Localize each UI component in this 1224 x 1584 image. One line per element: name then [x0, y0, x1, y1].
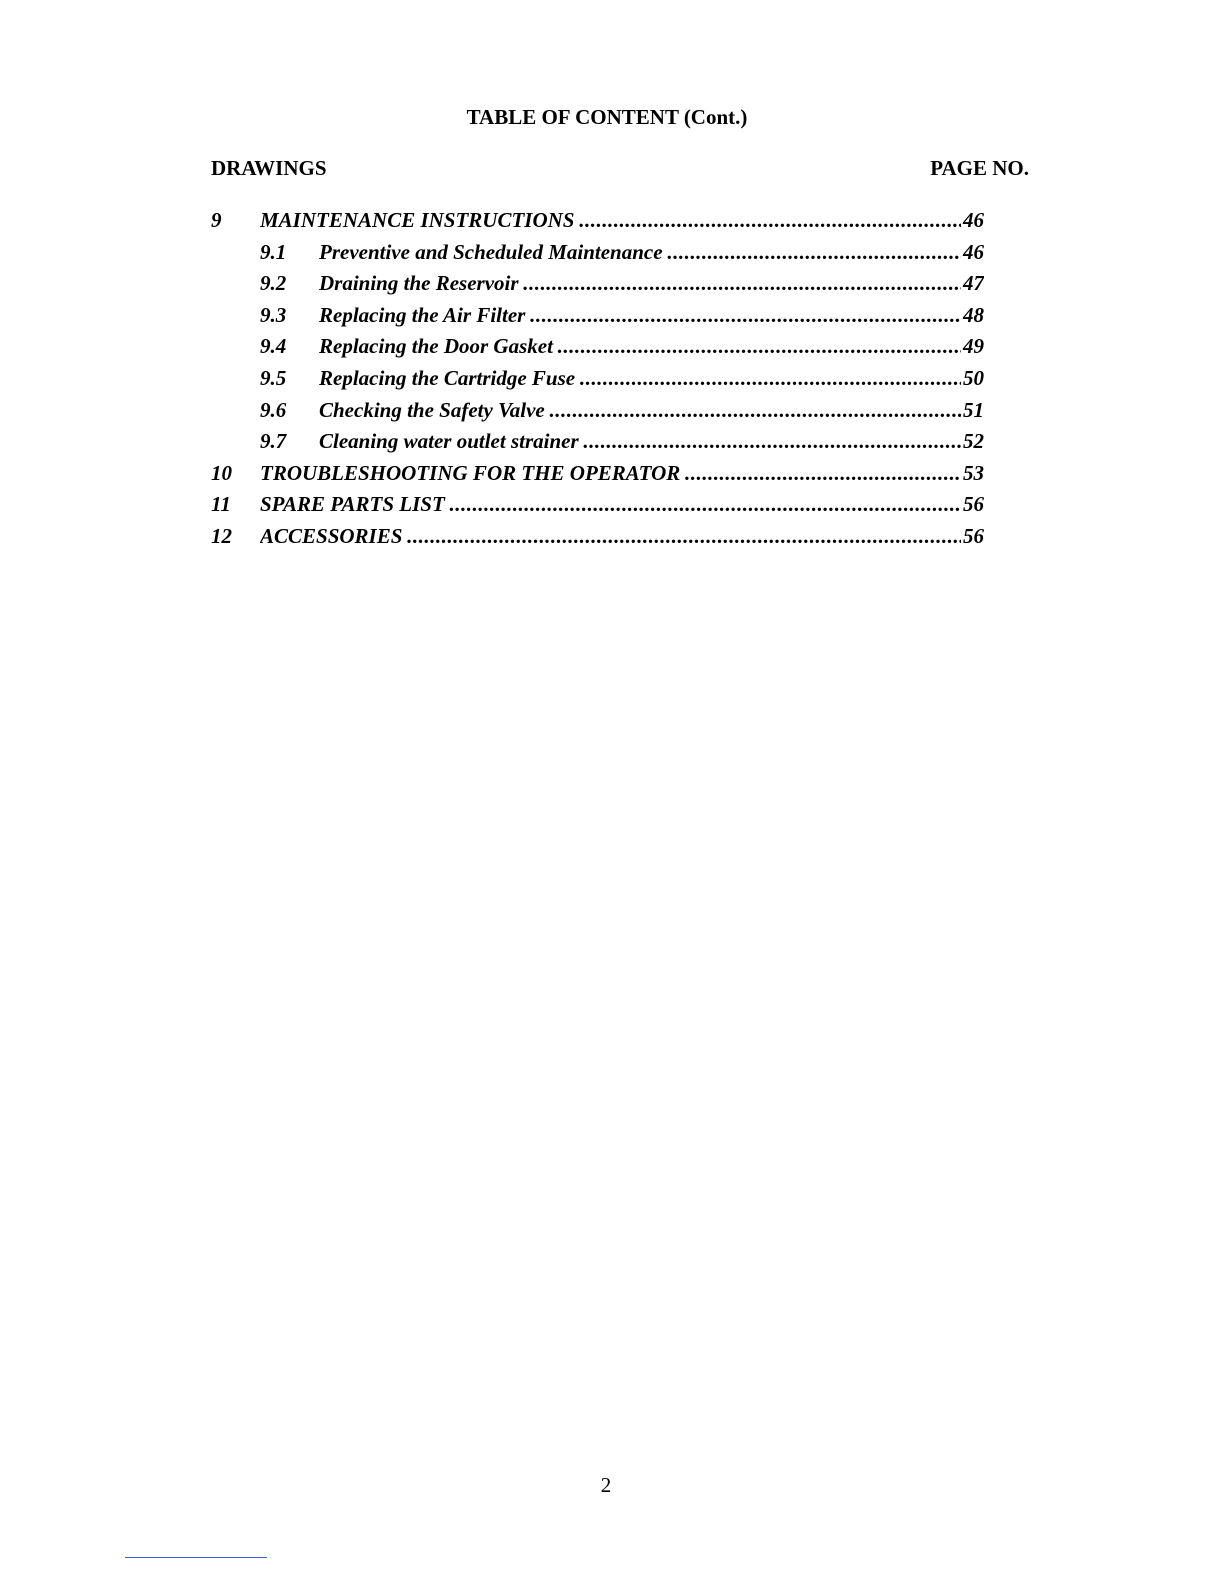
dot-leader: [583, 426, 961, 458]
toc-entry[interactable]: [211, 521, 984, 553]
toc-entry-number: 9.2: [260, 271, 287, 296]
toc-entry-number: 9.3: [260, 302, 287, 327]
toc-entry-title: Draining the Reservoir: [319, 271, 519, 296]
toc-entry-title: SPARE PARTS LIST: [260, 492, 445, 517]
dot-leader: [529, 300, 961, 332]
toc-entry-number: 9.5: [260, 365, 287, 390]
toc-entry[interactable]: [211, 363, 984, 395]
toc-entry-title: Replacing the Air Filter: [319, 302, 526, 327]
toc-entry-title: Preventive and Scheduled Maintenance: [319, 239, 663, 264]
toc-entry-number: 11: [211, 492, 231, 517]
dot-leader: [406, 521, 961, 553]
toc-entry[interactable]: [211, 489, 984, 521]
toc-entry-title: Cleaning water outlet strainer: [319, 429, 579, 454]
toc-entry-title: Replacing the Cartridge Fuse: [319, 365, 576, 390]
dot-leader: [684, 458, 961, 490]
table-of-contents: [211, 205, 984, 553]
toc-entry-number: 9.6: [260, 397, 287, 422]
toc-entry-title: ACCESSORIES: [260, 523, 403, 548]
dot-leader: [579, 205, 962, 237]
page-no-heading: PAGE NO.: [930, 156, 1029, 180]
toc-entry[interactable]: [211, 426, 984, 458]
toc-entry[interactable]: [211, 300, 984, 332]
page-title: TABLE OF CONTENT (Cont.): [466, 105, 748, 129]
toc-entry[interactable]: [211, 205, 984, 237]
toc-entry-page: 52: [963, 429, 984, 454]
toc-entry-page: 50: [963, 365, 984, 390]
toc-entry-page: 51: [963, 397, 984, 422]
toc-entry-page: 49: [963, 334, 984, 359]
page-number: 2: [600, 1473, 612, 1497]
dot-leader: [449, 489, 961, 521]
toc-entry-number: 10: [211, 460, 232, 485]
toc-entry-number: 12: [211, 523, 232, 548]
toc-entry[interactable]: [211, 268, 984, 300]
footnote-separator: [125, 1557, 267, 1558]
toc-entry-page: 56: [963, 523, 984, 548]
toc-entry-page: 46: [963, 239, 984, 264]
toc-entry-page: 48: [963, 302, 984, 327]
dot-leader: [579, 363, 961, 395]
dot-leader: [667, 237, 961, 269]
dot-leader: [549, 395, 961, 427]
toc-entry-number: 9.7: [260, 429, 287, 454]
toc-entry-number: 9: [211, 208, 222, 232]
toc-entry-page: 53: [963, 460, 984, 485]
toc-entry[interactable]: [211, 458, 984, 490]
toc-entry-number: 9.1: [260, 239, 287, 264]
toc-entry[interactable]: [211, 331, 984, 363]
toc-entry-title: MAINTENANCE INSTRUCTIONS: [260, 208, 575, 232]
toc-entry-page: 56: [963, 492, 984, 517]
toc-entry-title: Replacing the Door Gasket: [319, 334, 553, 359]
toc-entry[interactable]: [211, 237, 984, 269]
dot-leader: [523, 268, 961, 300]
toc-entry[interactable]: [211, 395, 984, 427]
toc-entry-page: 46: [963, 208, 984, 232]
toc-entry-number: 9.4: [260, 334, 287, 359]
drawings-heading: DRAWINGS: [211, 156, 327, 180]
toc-entry-title: Checking the Safety Valve: [319, 397, 545, 422]
toc-entry-page: 47: [963, 271, 984, 296]
dot-leader: [557, 331, 961, 363]
toc-entry-title: TROUBLESHOOTING FOR THE OPERATOR: [260, 460, 681, 485]
